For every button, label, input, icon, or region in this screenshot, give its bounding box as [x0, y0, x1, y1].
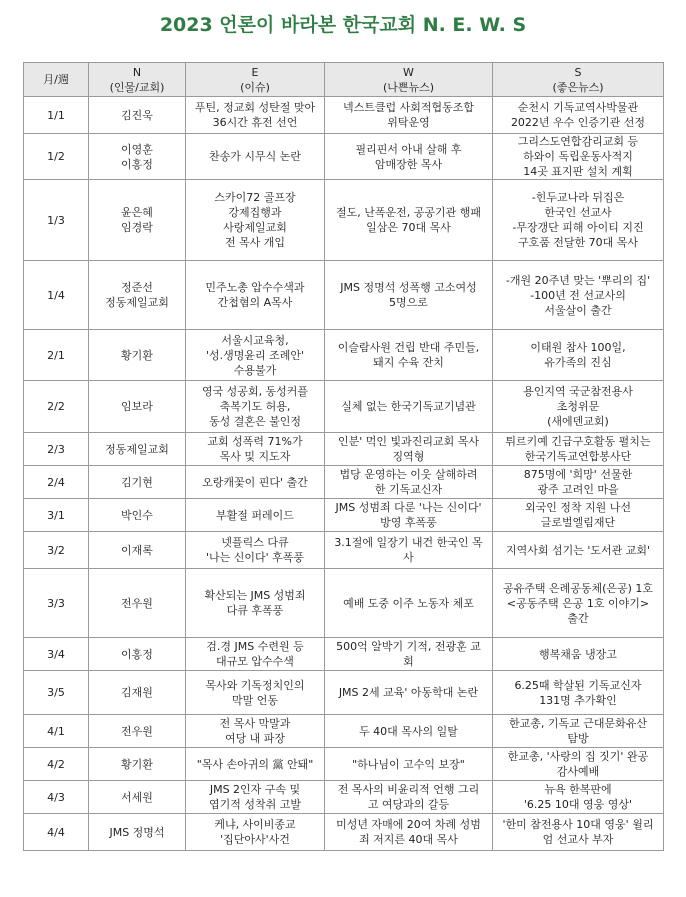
cell-good-news: 한교총, 기독교 근대문화유산 탐방 [493, 715, 664, 748]
cell-week: 2/4 [24, 466, 89, 499]
cell-issue: 영국 성공회, 동성커플 축복기도 허용, 동성 결혼은 불인정 [186, 381, 325, 433]
cell-person: 이홍정 [89, 638, 186, 671]
table-row [24, 748, 664, 781]
cell-week: 2/1 [24, 330, 89, 381]
cell-week: 3/1 [24, 499, 89, 532]
cell-bad-news: 실체 없는 한국기독교기념관 [325, 381, 493, 433]
cell-good-news: 튀르키예 긴급구호활동 펼치는 한국기독교연합봉사단 [493, 433, 664, 466]
cell-week: 4/3 [24, 781, 89, 814]
cell-issue: JMS 2인자 구속 및 엽기적 성착취 고발 [186, 781, 325, 814]
table-row [24, 532, 664, 569]
cell-week: 4/1 [24, 715, 89, 748]
cell-bad-news: JMS 성범죄 다룬 '나는 신이다' 방영 후폭풍 [325, 499, 493, 532]
table-row [24, 638, 664, 671]
cell-bad-news: 예배 도중 이주 노동자 체포 [325, 569, 493, 638]
cell-week: 4/4 [24, 814, 89, 851]
cell-good-news: 6.25때 학살된 기독교신자 131명 추가확인 [493, 671, 664, 715]
cell-person: 김진욱 [89, 97, 186, 134]
header-e: E (이슈) [186, 63, 325, 97]
table-row [24, 781, 664, 814]
cell-bad-news: 절도, 난폭운전, 공공기관 행패 일삼은 70대 목사 [325, 180, 493, 261]
cell-issue: 확산되는 JMS 성범죄 다큐 후폭풍 [186, 569, 325, 638]
table-row [24, 134, 664, 180]
cell-good-news: 그리스도연합감리교회 등 하와이 독립운동사적지 14곳 표지판 설치 계획 [493, 134, 664, 180]
cell-bad-news: 넥스트클럽 사회적협동조합 위탁운영 [325, 97, 493, 134]
header-w: W (나쁜뉴스) [325, 63, 493, 97]
cell-person: 정동제일교회 [89, 433, 186, 466]
header-s: S (좋은뉴스) [493, 63, 664, 97]
table-row [24, 715, 664, 748]
cell-good-news: 뉴욕 한복판에 '6.25 10대 영웅 영상' [493, 781, 664, 814]
cell-issue: 푸틴, 정교회 성탄절 맞아 36시간 휴전 선언 [186, 97, 325, 134]
cell-bad-news: 인분' 먹인 빛과진리교회 목사 징역형 [325, 433, 493, 466]
cell-person: 전우원 [89, 569, 186, 638]
cell-issue: 케냐, 사이비종교 '집단아사'사건 [186, 814, 325, 851]
cell-issue: 스카이72 골프장 강제집행과 사랑제일교회 전 목사 개입 [186, 180, 325, 261]
cell-issue: 오랑캐꽃이 핀다' 출간 [186, 466, 325, 499]
table-row [24, 330, 664, 381]
cell-bad-news: 500억 알박기 기적, 전광훈 교 회 [325, 638, 493, 671]
cell-week: 1/4 [24, 261, 89, 330]
cell-bad-news: 이슬람사원 건립 반대 주민들, 돼지 수육 잔치 [325, 330, 493, 381]
cell-bad-news: 3.1절에 일장기 내건 한국인 목 사 [325, 532, 493, 569]
cell-issue: 목사와 기독정치인의 막말 언동 [186, 671, 325, 715]
cell-issue: 넷플릭스 다큐 '나는 신이다' 후폭풍 [186, 532, 325, 569]
cell-bad-news: 필리핀서 아내 살해 후 암매장한 목사 [325, 134, 493, 180]
cell-week: 2/2 [24, 381, 89, 433]
cell-good-news: -힌두교나라 뒤집은 한국인 선교사 -무장갱단 피해 아이티 지진 구호품 전달한 70대 목사 [493, 180, 664, 261]
cell-person: 김기현 [89, 466, 186, 499]
cell-good-news: 지역사회 섬기는 '도서관 교회' [493, 532, 664, 569]
table-row [24, 180, 664, 261]
cell-week: 1/1 [24, 97, 89, 134]
cell-good-news: 행복채움 냉장고 [493, 638, 664, 671]
cell-issue: "목사 손아귀의 黨 안돼" [186, 748, 325, 781]
cell-person: JMS 정명석 [89, 814, 186, 851]
cell-person: 황기환 [89, 330, 186, 381]
table-row [24, 381, 664, 433]
cell-good-news: 공유주택 은례공동체(은공) 1호 <공동주택 은공 1호 이야기> 출간 [493, 569, 664, 638]
table-row [24, 499, 664, 532]
cell-issue: 검.경 JMS 수련원 등 대규모 압수수색 [186, 638, 325, 671]
cell-week: 3/2 [24, 532, 89, 569]
cell-good-news: 용인지역 국군참전용사 초청위문 (새에덴교회) [493, 381, 664, 433]
cell-week: 3/4 [24, 638, 89, 671]
cell-person: 이재록 [89, 532, 186, 569]
table-row [24, 466, 664, 499]
cell-week: 2/3 [24, 433, 89, 466]
table-row [24, 433, 664, 466]
cell-bad-news: 법당 운영하는 이웃 살해하려 한 기독교신자 [325, 466, 493, 499]
table-body [24, 97, 664, 851]
cell-good-news: '한미 참전용사 10대 영웅' 윌리 엄 선교사 부자 [493, 814, 664, 851]
cell-bad-news: 두 40대 목사의 일탈 [325, 715, 493, 748]
header-n: N (인물/교회) [89, 63, 186, 97]
cell-issue: 서울시교육청, '성.생명윤리 조례안' 수용불가 [186, 330, 325, 381]
cell-person: 전우원 [89, 715, 186, 748]
header-row [24, 63, 664, 97]
cell-issue: 찬송가 시무식 논란 [186, 134, 325, 180]
table-row [24, 814, 664, 851]
cell-good-news: -개원 20주년 맞는 '뿌리의 집' -100년 전 선교사의 서울살이 출간 [493, 261, 664, 330]
cell-week: 1/2 [24, 134, 89, 180]
cell-person: 서세원 [89, 781, 186, 814]
page-title: 2023 언론이 바라본 한국교회 N. E. W. S [159, 14, 527, 36]
cell-week: 3/5 [24, 671, 89, 715]
cell-person: 김재원 [89, 671, 186, 715]
cell-person: 황기환 [89, 748, 186, 781]
cell-bad-news: 미성년 자매에 20여 차례 성범 죄 저지른 40대 목사 [325, 814, 493, 851]
table-row [24, 671, 664, 715]
cell-person: 이영훈 이홍정 [89, 134, 186, 180]
cell-bad-news: JMS 정명석 성폭행 고소여성 5명으로 [325, 261, 493, 330]
cell-issue: 전 목사 막말과 여당 내 파장 [186, 715, 325, 748]
table-row [24, 97, 664, 134]
cell-issue: 민주노총 압수수색과 간첩혐의 A목사 [186, 261, 325, 330]
cell-bad-news: "하나님이 고수익 보장" [325, 748, 493, 781]
cell-week: 3/3 [24, 569, 89, 638]
cell-issue: 교회 성폭력 71%가 목사 및 지도자 [186, 433, 325, 466]
news-table [23, 62, 664, 851]
cell-person: 윤은혜 임경락 [89, 180, 186, 261]
cell-good-news: 이태원 참사 100일, 유가족의 진심 [493, 330, 664, 381]
cell-bad-news: JMS 2세 교육' 아동학대 논란 [325, 671, 493, 715]
cell-person: 임보라 [89, 381, 186, 433]
cell-bad-news: 전 목사의 비윤리적 언행 그리 고 여당과의 갈등 [325, 781, 493, 814]
table-row [24, 569, 664, 638]
cell-issue: 부활절 퍼레이드 [186, 499, 325, 532]
cell-person: 정준선 정동제일교회 [89, 261, 186, 330]
header-week: 月/週 [24, 63, 89, 97]
cell-good-news: 875명에 '희망' 선물한 광주 고려인 마을 [493, 466, 664, 499]
cell-good-news: 순천시 기독교역사박물관 2022년 우수 인증기관 선정 [493, 97, 664, 134]
cell-good-news: 외국인 정착 지원 나선 글로벌엘림재단 [493, 499, 664, 532]
cell-good-news: 한교총, '사랑의 집 짓기' 완공 감사예배 [493, 748, 664, 781]
cell-person: 박인수 [89, 499, 186, 532]
cell-week: 4/2 [24, 748, 89, 781]
cell-week: 1/3 [24, 180, 89, 261]
table-row [24, 261, 664, 330]
